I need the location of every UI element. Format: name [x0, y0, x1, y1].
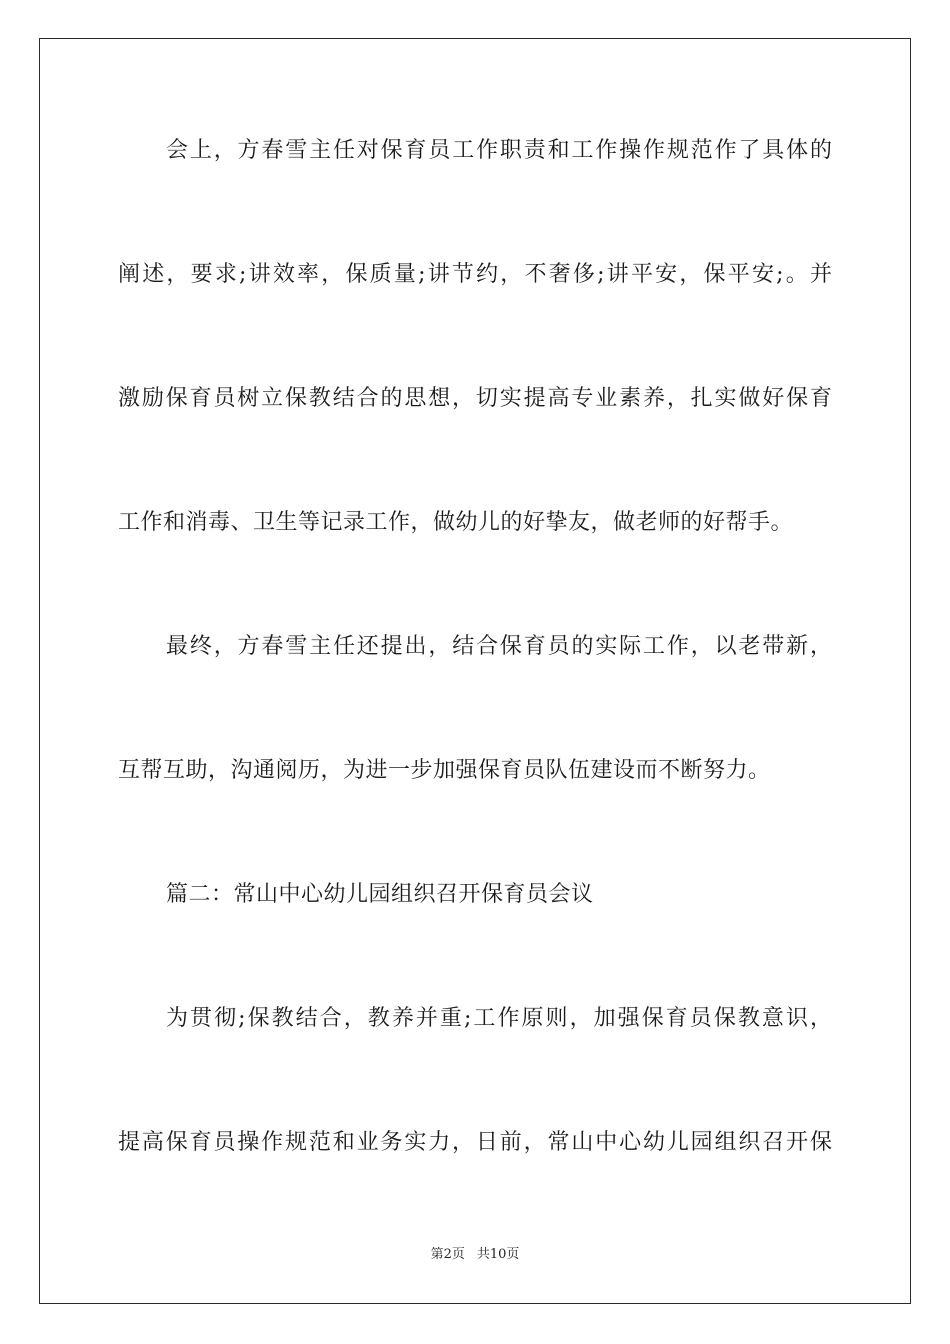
page-border	[39, 38, 911, 1304]
page-footer	[0, 1246, 950, 1264]
paragraph-line: 为贯彻;保教结合，教养并重;工作原则，加强保育员保教意识，	[166, 1006, 832, 1031]
page-number: 第2页	[430, 1247, 465, 1262]
section-heading: 篇二：常山中心幼儿园组织召开保育员会议	[166, 882, 594, 907]
paragraph-line: 互帮互助，沟通阅历，为进一步加强保育员队伍建设而不断努力。	[118, 758, 771, 783]
page-total: 共10页	[476, 1247, 520, 1262]
paragraph-line: 工作和消毒、卫生等记录工作，做幼儿的好挚友，做老师的好帮手。	[118, 510, 794, 535]
paragraph-line: 激励保育员树立保教结合的思想，切实提高专业素养，扎实做好保育	[118, 386, 832, 411]
paragraph-line: 提高保育员操作规范和业务实力，日前，常山中心幼儿园组织召开保	[118, 1130, 832, 1155]
paragraph-line: 最终，方春雪主任还提出，结合保育员的实际工作，以老带新，	[166, 634, 832, 659]
paragraph-line: 会上，方春雪主任对保育员工作职责和工作操作规范作了具体的	[166, 138, 832, 163]
paragraph-line: 阐述，要求;讲效率，保质量;讲节约，不奢侈;讲平安，保平安;。并	[118, 262, 832, 287]
